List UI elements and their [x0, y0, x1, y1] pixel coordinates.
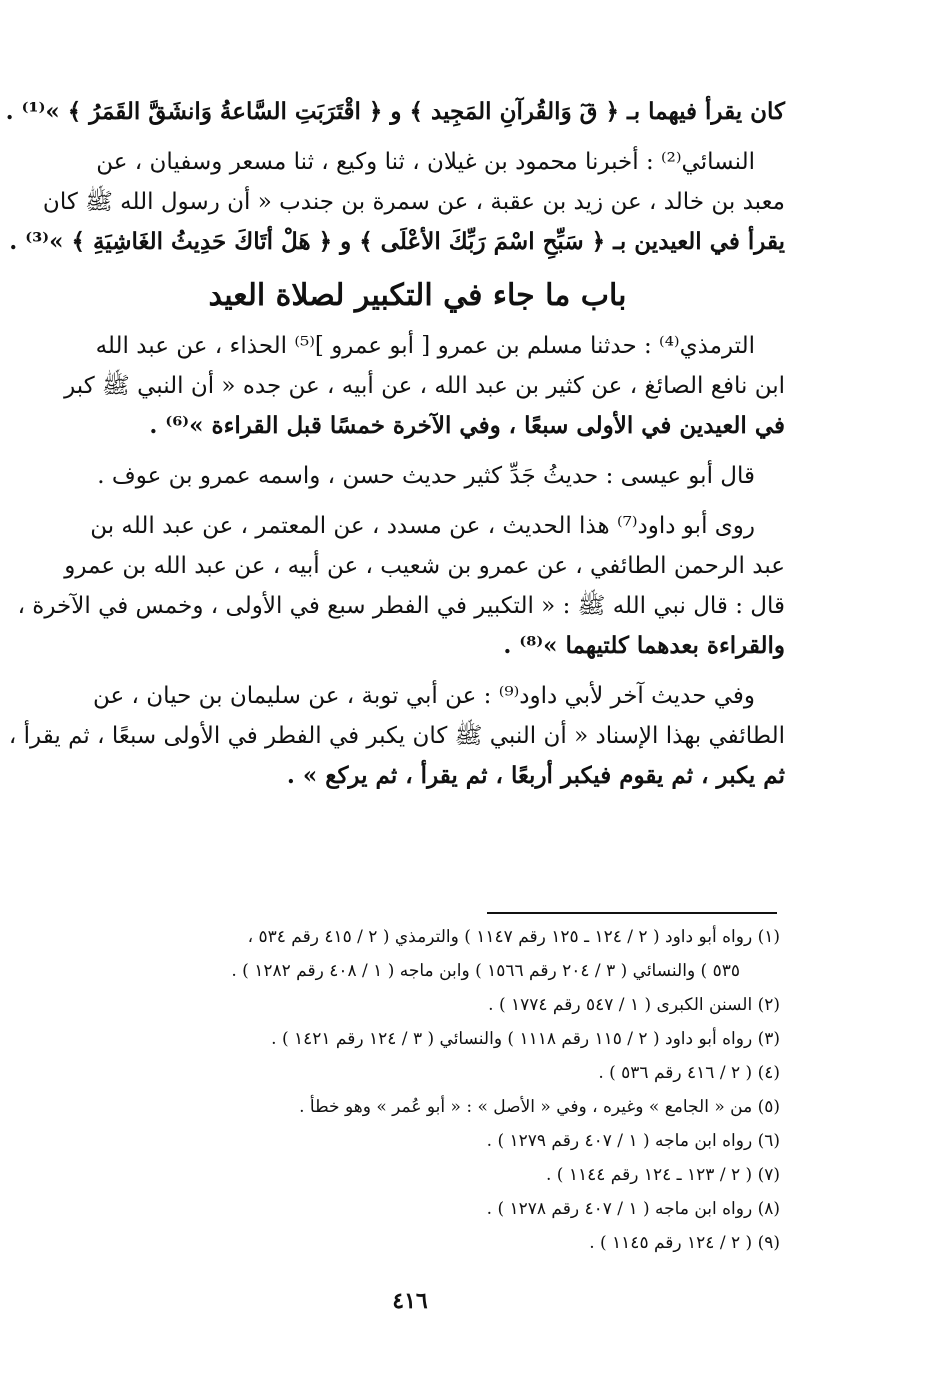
text-line: قال : قال نبي الله ﷺ : « التكبير في الفطر سبع في الأولى ، وخمس في الآخرة ،: [17, 593, 785, 619]
main-text: [5, 92, 785, 796]
text-line: يقرأ في العيدين بـ ﴿ سَبِّحِ اسْمَ رَبِّكَ الأعْلَى ﴾ و ﴿ هَلْ أتَاكَ حَدِيثُ الغَاشِيَةِ ﴾ »⁽³⁾ .: [9, 228, 785, 255]
footnote: (٣) رواه أبو داود ( ٢ / ١١٥ رقم ١١١٨ ) والنسائي ( ٣ / ١٢٤ رقم ١٤٢١ ) .: [271, 1029, 780, 1049]
text-line: والقراءة بعدهما كلتيهما »⁽⁸⁾ .: [503, 632, 785, 659]
text-line: كان يقرأ فيهما بـ ﴿ قٓ وَالقُرآنِ المَجِيد ﴾ و ﴿ اقْتَرَبَتِ السَّاعةُ وَانشَقَّ القَمَرُ ﴾ »⁽¹⁾ .: [5, 98, 785, 125]
text-line: في العيدين في الأولى سبعًا ، وفي الآخرة خمسًا قبل القراءة »⁽⁶⁾ .: [149, 412, 785, 439]
text-line: معبد بن خالد ، عن زيد بن عقبة ، عن سمرة بن جندب « أن رسول الله ﷺ كان: [42, 189, 785, 215]
text-line: روى أبو داود⁽⁷⁾ هذا الحديث ، عن مسدد ، عن المعتمر ، عن عبد الله بن: [90, 513, 755, 539]
text-line: ثم يكبر ، ثم يقوم فيكبر أربعًا ، ثم يقرأ ، ثم يركع » .: [286, 762, 785, 789]
footnote: (٩) ( ٢ / ١٢٤ رقم ١١٤٥ ) .: [589, 1233, 780, 1253]
footnote: (٨) رواه ابن ماجه ( ١ / ٤٠٧ رقم ١٢٧٨ ) .: [486, 1199, 780, 1219]
footnote: ٥٣٥ ) والنسائي ( ٣ / ٢٠٤ رقم ١٥٦٦ ) وابن ماجه ( ١ / ٤٠٨ رقم ١٢٨٢ ) .: [231, 961, 740, 981]
footnote: (١) رواه أبو داود ( ٢ / ١٢٤ ـ ١٢٥ رقم ١١٤٧ ) والترمذي ( ٢ / ٤١٥ رقم ٥٣٤ ،: [247, 927, 780, 947]
footnote-separator: [487, 912, 777, 914]
text-block-2: [8, 326, 785, 796]
footnote: (٤) ( ٢ / ٤١٦ رقم ٥٣٦ ) .: [598, 1063, 780, 1083]
footnote: (٥) من « الجامع » وغيره ، وفي « الأصل » : « أبو عُمر » وهو خطأ .: [299, 1097, 780, 1117]
footnote: (٦) رواه ابن ماجه ( ١ / ٤٠٧ رقم ١٢٧٩ ) .: [486, 1131, 780, 1151]
text-block-1: [5, 92, 785, 262]
footnote: (٧) ( ٢ / ١٢٣ ـ ١٢٤ رقم ١١٤٤ ) .: [546, 1165, 780, 1185]
text-line: قال أبو عيسى : حديثُ جَدِّ كثير حديث حسن ، واسمه عمرو بن عوف .: [97, 463, 755, 489]
text-line: الترمذي⁽⁴⁾ : حدثنا مسلم بن عمرو [ أبو عمرو ]⁽⁵⁾ الحذاء ، عن عبد الله: [95, 333, 755, 359]
text-line: وفي حديث آخر لأبي داود⁽⁹⁾ : عن أبي توبة ، عن سليمان بن حيان ، عن: [93, 683, 755, 709]
text-line: عبد الرحمن الطائفي ، عن عمرو بن شعيب ، عن أبيه ، عن عبد الله بن عمرو: [64, 553, 785, 579]
text-line: ابن نافع الصائغ ، عن كثير بن عبد الله ، عن أبيه ، عن جده « أن النبي ﷺ كبر: [64, 373, 785, 399]
section-heading: باب ما جاء في التكبير لصلاة العيد: [208, 278, 627, 313]
text-line: الطائفي بهذا الإسناد « أن النبي ﷺ كان يكبر في الفطر في الأولى سبعًا ، ثم يقرأ ،: [8, 723, 785, 749]
footnotes: [40, 920, 780, 1260]
page-number: ٤١٦: [392, 1288, 428, 1314]
footnote: (٢) السنن الكبرى ( ١ / ٥٤٧ رقم ١٧٧٤ ) .: [488, 995, 780, 1015]
text-line: النسائي⁽²⁾ : أخبرنا محمود بن غيلان ، ثنا وكيع ، ثنا مسعر وسفيان ، عن: [96, 149, 755, 175]
